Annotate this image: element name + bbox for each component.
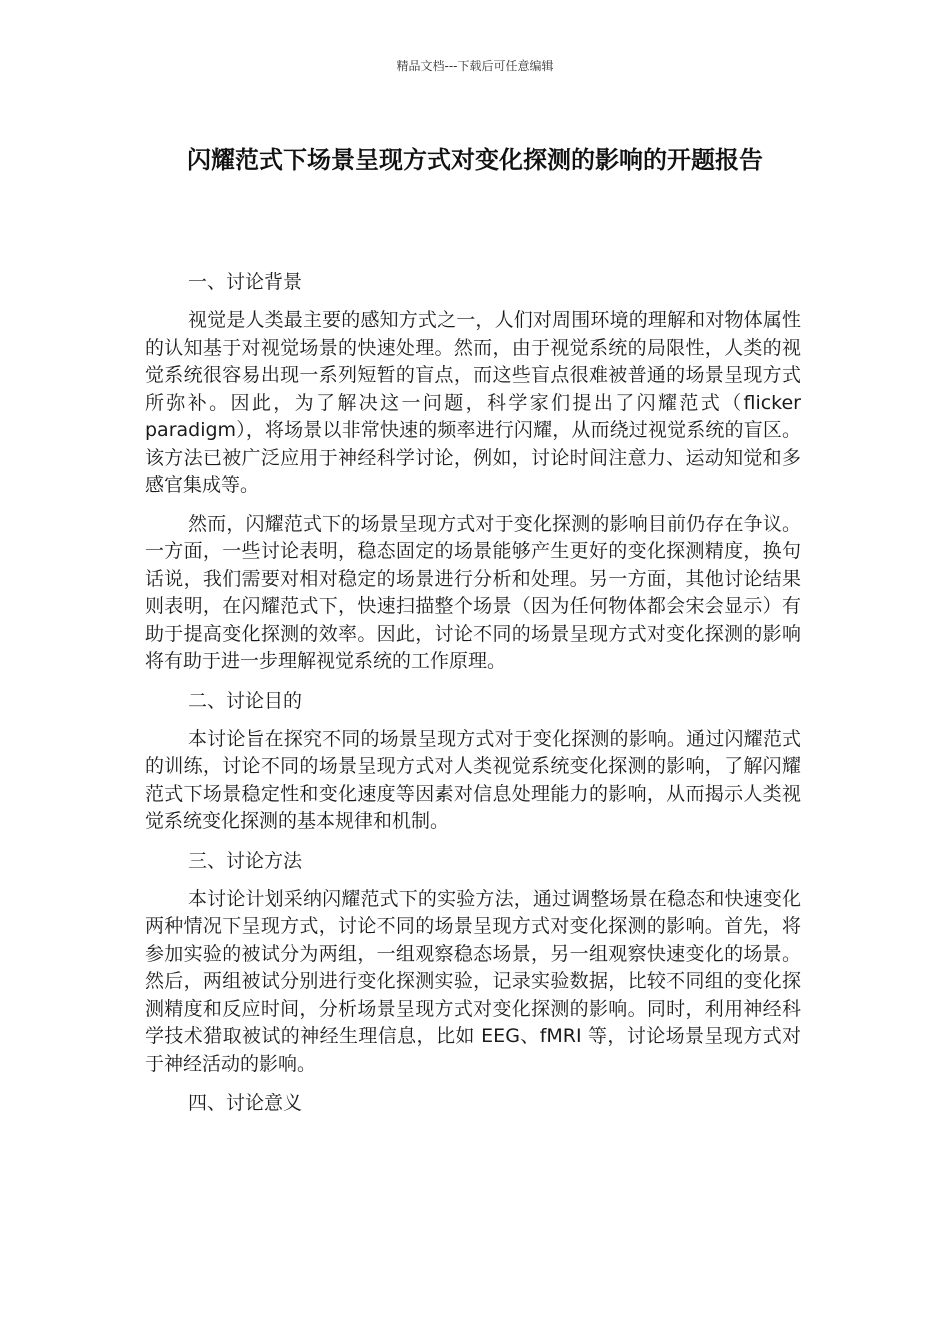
section-background: [145, 268, 801, 676]
section-method: [145, 847, 801, 1079]
body-paragraph: 本讨论计划采纳闪耀范式下的实验方法，通过调整场景在稳态和快速变化两种情况下呈现方式，讨论不同的场景呈现方式对变化探测的影响。首先，将参加实验的被试分为两组，一组观察稳态场景，另一组观察快速变化的场景。然后，两组被试分别进行变化探测实验，记录实验数据，比较不同组的变化探测精度和反应时间，分析场景呈现方式对变化探测的影响。同时，利用神经科学技术猎取被试的神经生理信息，比如 EEG、fMRI 等，讨论场景呈现方式对于神经活动的影响。: [145, 887, 801, 1075]
section-heading: 一、讨论背景: [188, 271, 303, 293]
body-paragraph: 视觉是人类最主要的感知方式之一，人们对周围环境的理解和对物体属性的认知基于对视觉场景的快速处理。然而，由于视觉系统的局限性，人类的视觉系统很容易出现一系列短暂的盲点，而这些盲点很难被普通的场景呈现方式所弥补。因此，为了解决这一问题，科学家们提出了闪耀范式（flicker paradigm），将场景以非常快速的频率进行闪耀，从而绕过视觉系统的盲区。该方法已被广泛应用于神经科学讨论，例如，讨论时间注意力、运动知觉和多感官集成等。: [145, 309, 801, 496]
page-header-note: 精品文档---下载后可任意编辑: [396, 59, 554, 73]
section-significance: [145, 1089, 801, 1117]
section-heading: 三、讨论方法: [188, 849, 303, 872]
section-purpose: [145, 687, 801, 836]
section-heading: 四、讨论意义: [188, 1092, 303, 1114]
section-heading: 二、讨论目的: [188, 689, 303, 712]
body-paragraph: 然而，闪耀范式下的场景呈现方式对于变化探测的影响目前仍存在争议。一方面，一些讨论表明，稳态固定的场景能够产生更好的变化探测精度，换句话说，我们需要对相对稳定的场景进行分析和处理。另一方面，其他讨论结果则表明，在闪耀范式下，快速扫描整个场景（因为任何物体都会宋会显示）有助于提高变化探测的效率。因此，讨论不同的场景呈现方式对变化探测的影响将有助于进一步理解视觉系统的工作原理。: [145, 512, 801, 672]
body-paragraph: 本讨论旨在探究不同的场景呈现方式对于变化探测的影响。通过闪耀范式的训练，讨论不同的场景呈现方式对人类视觉系统变化探测的影响，了解闪耀范式下场景稳定性和变化速度等因素对信息处理能力的影响，从而揭示人类视觉系统变化探测的基本规律和机制。: [145, 727, 801, 832]
document-body: [145, 268, 801, 1128]
document-title: 闪耀范式下场景呈现方式对变化探测的影响的开题报告: [187, 146, 763, 174]
